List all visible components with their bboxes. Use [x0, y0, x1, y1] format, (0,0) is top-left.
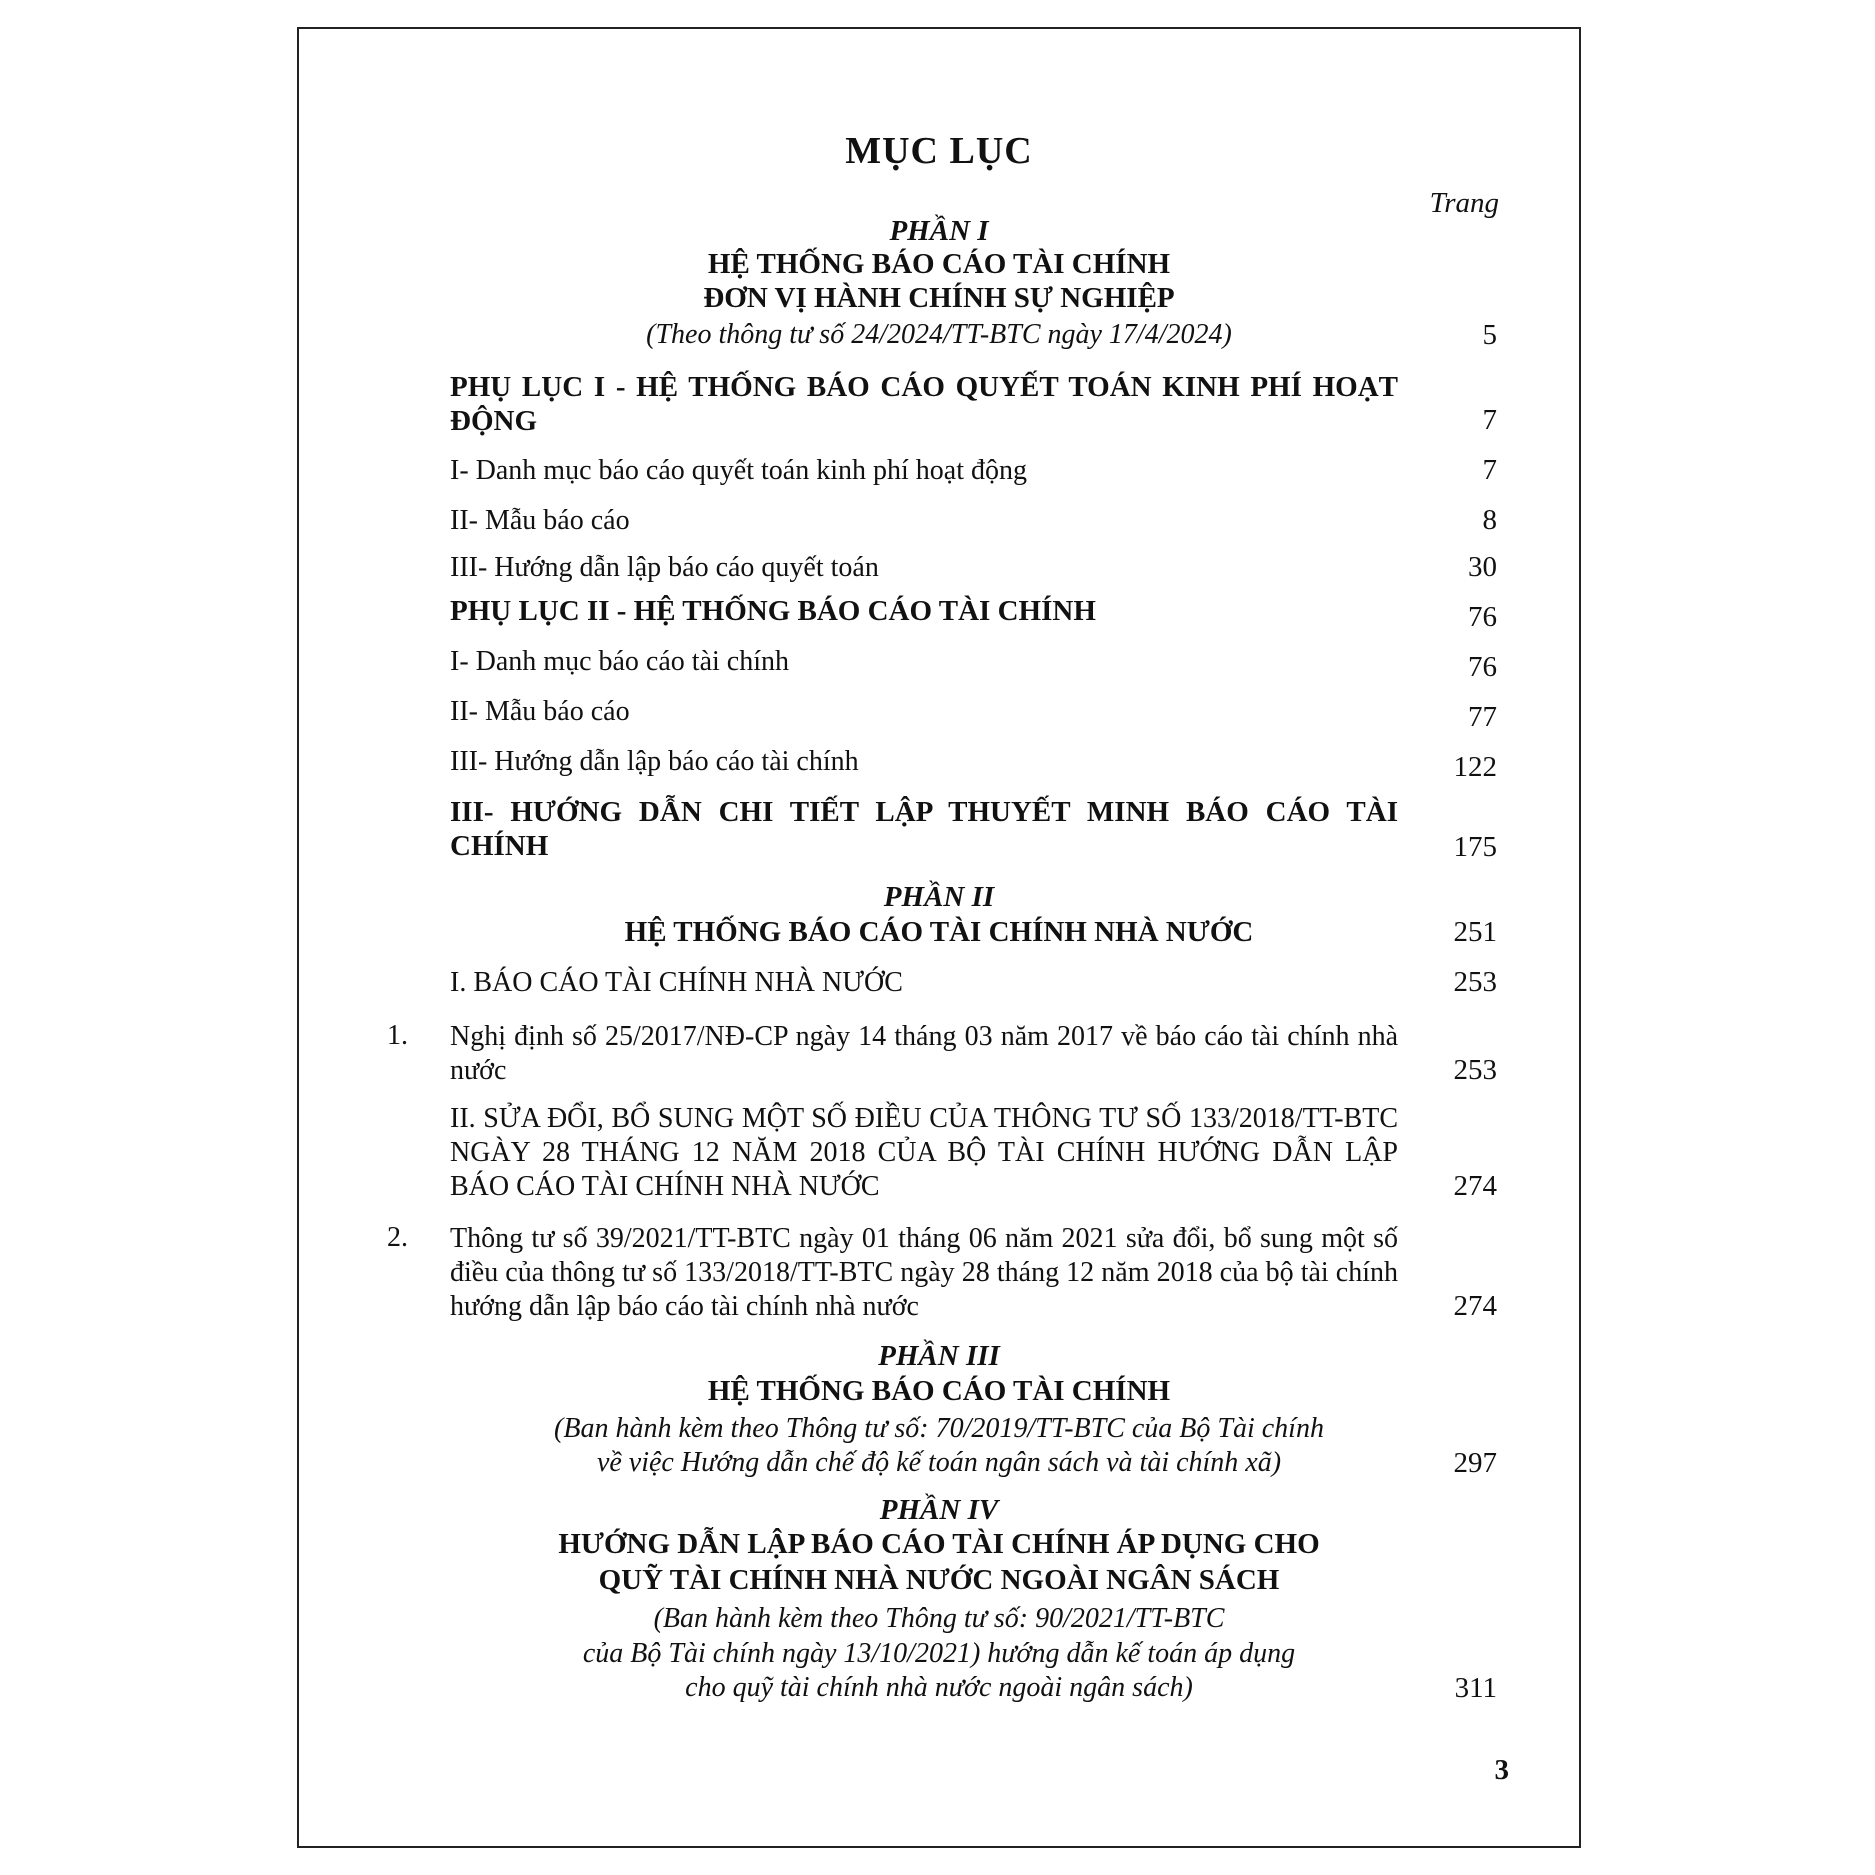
part1-heading-line1: HỆ THỐNG BÁO CÁO TÀI CHÍNH: [707, 248, 1171, 280]
part3-label: PHẦN III: [878, 1340, 1000, 1372]
part4-label: PHẦN IV: [879, 1494, 999, 1526]
part3-note-line1: (Ban hành kèm theo Thông tư số: 70/2019/TT-BTC của Bộ Tài chính: [554, 1413, 1324, 1444]
toc-entry-nghi-dinh-25[interactable]: Nghị định số 25/2017/NĐ-CP ngày 14 tháng 03 năm 2017 về báo cáo tài chính nhà nước: [450, 1021, 1398, 1086]
toc-entry-thong-tu-39[interactable]: Thông tư số 39/2021/TT-BTC ngày 01 tháng 06 năm 2021 sửa đổi, bổ sung một số điều của thông tư số 133/2018/TT-BTC ngày 28 tháng 12 năm 2018 của bộ tài chính hướng dẫn lập báo cáo tài chính nhà nước: [450, 1223, 1398, 1322]
document-page: [297, 27, 1581, 1848]
part4-note-line3: cho quỹ tài chính nhà nước ngoài ngân sách): [685, 1672, 1193, 1703]
toc-entry-mau-bao-cao[interactable]: II- Mẫu báo cáo: [450, 505, 630, 536]
toc-entry-number: 2.: [387, 1222, 408, 1253]
toc-entry-page: 30: [1468, 551, 1497, 583]
toc-entry-page: 77: [1468, 701, 1497, 733]
toc-entry-phu-luc-1[interactable]: PHỤ LỤC I - HỆ THỐNG BÁO CÁO QUYẾT TOÁN KINH PHÍ HOẠT ĐỘNG: [450, 371, 1398, 437]
part4-heading-line1: HƯỚNG DẪN LẬP BÁO CÁO TÀI CHÍNH ÁP DỤNG CHO: [558, 1528, 1320, 1560]
part4-heading-line2: QUỸ TÀI CHÍNH NHÀ NƯỚC NGOÀI NGÂN SÁCH: [598, 1564, 1280, 1596]
part4-note-line2: của Bộ Tài chính ngày 13/10/2021) hướng dẫn kế toán áp dụng: [582, 1638, 1296, 1669]
toc-entry-huong-dan-quyet-toan[interactable]: III- Hướng dẫn lập báo cáo quyết toán: [450, 552, 879, 583]
toc-entry-page: 7: [1482, 404, 1497, 436]
page-title: MỤC LỤC: [845, 130, 1033, 172]
toc-entry-page: 8: [1482, 504, 1497, 536]
part2-label: PHẦN II: [883, 881, 995, 913]
toc-entry-page: 7: [1482, 454, 1497, 486]
toc-entry-phu-luc-2[interactable]: PHỤ LỤC II - HỆ THỐNG BÁO CÁO TÀI CHÍNH: [450, 595, 1096, 627]
toc-entry-page: 253: [1453, 966, 1497, 998]
toc-entry-page: 76: [1468, 601, 1497, 633]
part3-note-line2: về việc Hướng dẫn chế độ kế toán ngân sách và tài chính xã): [596, 1447, 1282, 1478]
toc-entry-page: 274: [1453, 1290, 1497, 1322]
toc-entry-huong-dan-tai-chinh[interactable]: III- Hướng dẫn lập báo cáo tài chính: [450, 746, 859, 777]
toc-entry-bao-cao-nha-nuoc[interactable]: I. BÁO CÁO TÀI CHÍNH NHÀ NƯỚC: [450, 967, 903, 998]
page-column-label: Trang: [1429, 187, 1499, 219]
part1-note: (Theo thông tư số 24/2024/TT-BTC ngày 17/4/2024): [646, 319, 1232, 350]
toc-entry-number: 1.: [387, 1020, 408, 1051]
part4-page: 311: [1454, 1672, 1497, 1704]
toc-entry-thuyet-minh[interactable]: III- HƯỚNG DẪN CHI TIẾT LẬP THUYẾT MINH BÁO CÁO TÀI CHÍNH: [450, 796, 1398, 862]
toc-entry-page: 274: [1453, 1170, 1497, 1202]
toc-entry-page: 76: [1468, 651, 1497, 683]
part3-heading: HỆ THỐNG BÁO CÁO TÀI CHÍNH: [707, 1375, 1171, 1407]
toc-entry-page: 175: [1453, 831, 1497, 863]
toc-entry-page: 253: [1453, 1054, 1497, 1086]
part1-heading-line2: ĐƠN VỊ HÀNH CHÍNH SỰ NGHIỆP: [703, 282, 1175, 314]
toc-entry-sua-doi-thong-tu-133[interactable]: II. SỬA ĐỔI, BỔ SUNG MỘT SỐ ĐIỀU CỦA THÔNG TƯ SỐ 133/2018/TT-BTC NGÀY 28 THÁNG 12 NĂM 2018 CỦA BỘ TÀI CHÍNH HƯỚNG DẪN LẬP BÁO CÁO TÀI CHÍNH NHÀ NƯỚC: [450, 1103, 1398, 1202]
page-number: 3: [1494, 1754, 1509, 1786]
toc-entry-danh-muc-tai-chinh[interactable]: I- Danh mục báo cáo tài chính: [450, 646, 789, 677]
part1-page: 5: [1482, 319, 1497, 351]
part2-page: 251: [1453, 916, 1497, 948]
part1-label: PHẦN I: [889, 215, 989, 247]
part4-note-line1: (Ban hành kèm theo Thông tư số: 90/2021/TT-BTC: [653, 1603, 1225, 1634]
toc-entry-danh-muc-quyet-toan[interactable]: I- Danh mục báo cáo quyết toán kinh phí hoạt động: [450, 455, 1027, 486]
toc-entry-page: 122: [1453, 751, 1497, 783]
part2-heading: HỆ THỐNG BÁO CÁO TÀI CHÍNH NHÀ NƯỚC: [624, 916, 1254, 948]
part3-page: 297: [1453, 1447, 1497, 1479]
toc-entry-mau-bao-cao-2[interactable]: II- Mẫu báo cáo: [450, 696, 630, 727]
